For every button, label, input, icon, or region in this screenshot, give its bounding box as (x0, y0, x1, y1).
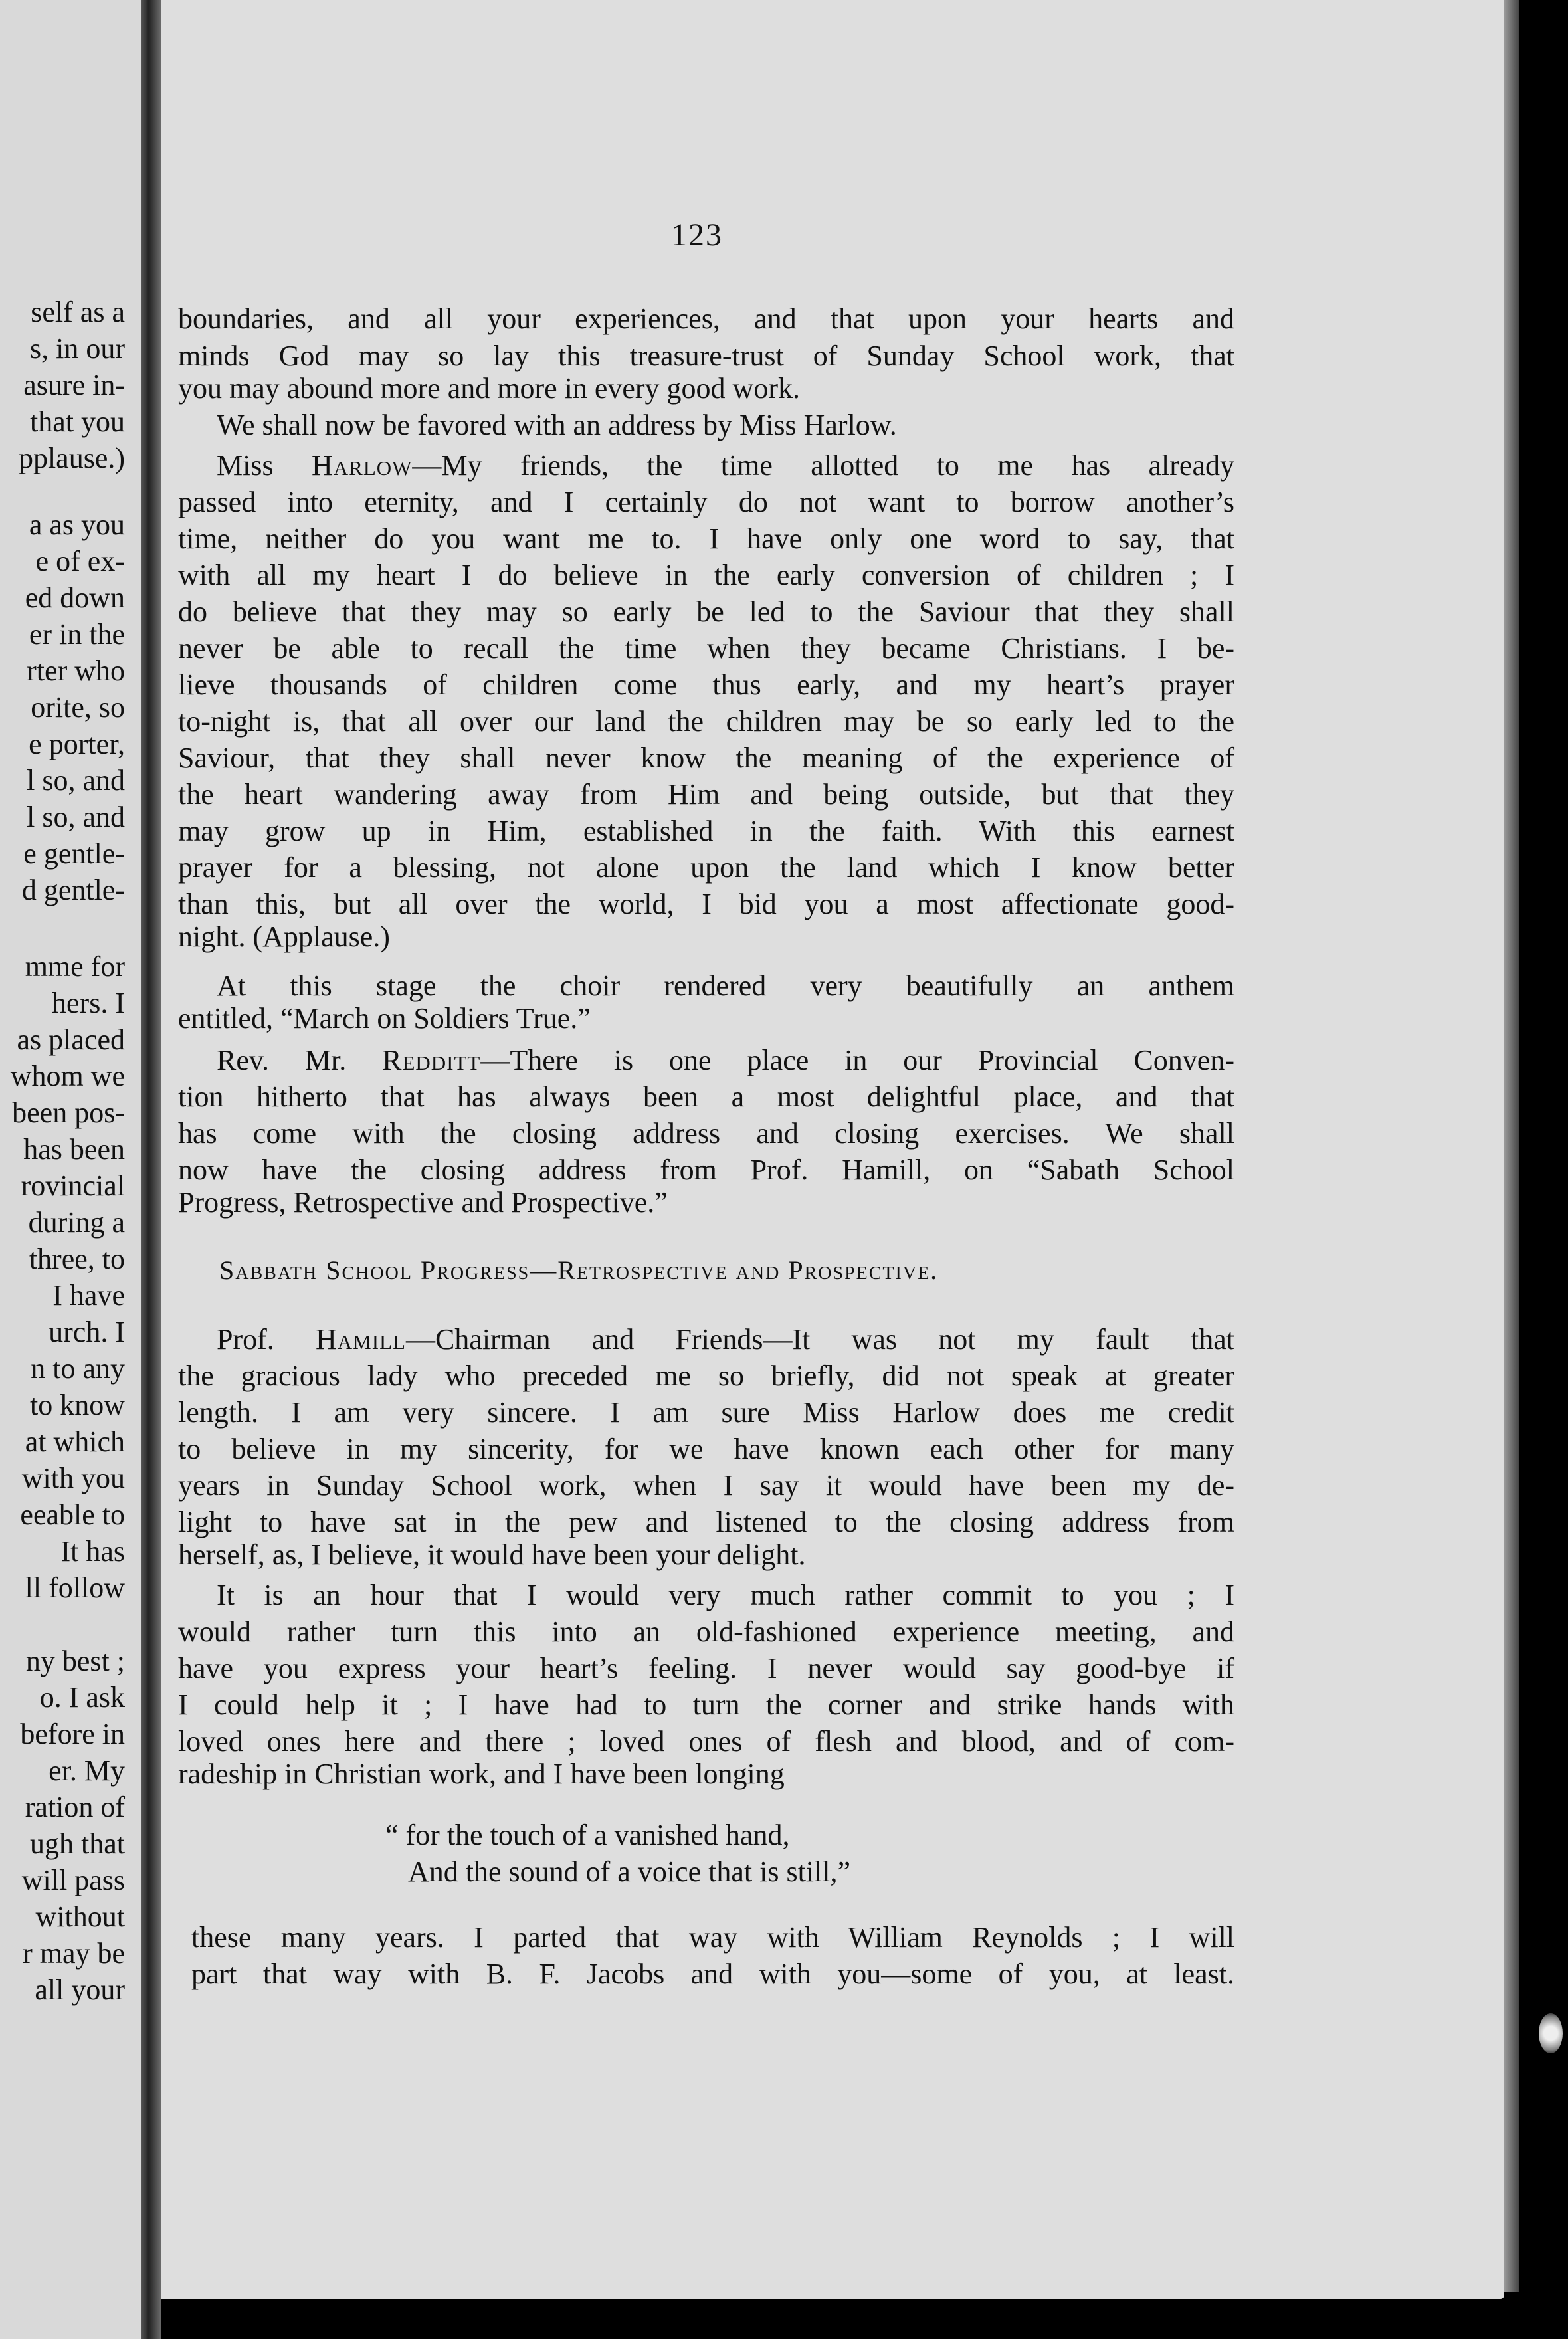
speaker-name: Harlow (312, 449, 413, 482)
left-page-text-fragment: e of ex- (35, 545, 125, 577)
left-page-text-fragment: d gentle- (21, 874, 125, 906)
left-page-text-fragment: s, in our (30, 332, 125, 365)
left-page-text-fragment: rovincial (21, 1170, 125, 1202)
text-line: has come with the closing address and closing exercises. We shall (178, 1117, 1234, 1150)
left-page-text-fragment: ration of (25, 1791, 125, 1823)
text-line: have you express your heart’s feeling. I never would say good-bye if (178, 1652, 1234, 1684)
text-line: And the sound of a voice that is still,” (408, 1855, 850, 1888)
left-page-text-fragment: It has (60, 1535, 125, 1568)
left-page-text-fragment: er. My (49, 1754, 125, 1787)
left-page-fragment (0, 0, 141, 2339)
speaker-name: Hamill (316, 1323, 406, 1356)
text-line: Rev. Mr. Redditt—There is one place in our Provincial Conven- (217, 1044, 1234, 1076)
left-page-text-fragment: a as you (29, 508, 125, 541)
left-page-text-fragment: e gentle- (23, 837, 125, 870)
left-page-text-fragment: three, to (29, 1243, 125, 1275)
text-line: Progress, Retrospective and Prospective.” (178, 1186, 668, 1219)
left-page-text-fragment: with you (21, 1462, 125, 1494)
text-line: lieve thousands of children come thus early, and my heart’s prayer (178, 668, 1234, 701)
left-page-text-fragment: rter who (27, 655, 125, 687)
text-line: light to have sat in the pew and listened to the closing address from (178, 1506, 1234, 1538)
text-line: entitled, “March on Soldiers True.” (178, 1002, 591, 1035)
text-line: minds God may so lay this treasure-trust of Sunday School work, that (178, 340, 1234, 372)
text-line: prayer for a blessing, not alone upon the land which I know better (178, 851, 1234, 884)
book-gutter (141, 0, 161, 2339)
left-page-text-fragment: to know (30, 1389, 125, 1421)
section-heading: Sabbath School Progress—Retrospective and Prospective. (219, 1255, 939, 1285)
left-page-text-fragment: will pass (21, 1864, 125, 1896)
left-page-text-fragment: l so, and (27, 764, 125, 797)
text-line: boundaries, and all your experiences, and that upon your hearts and (178, 302, 1234, 335)
left-page-text-fragment: l so, and (27, 801, 125, 833)
text-line: to-night is, that all over our land the children may be so early led to the (178, 705, 1234, 738)
left-page-text-fragment: pplause.) (18, 442, 125, 474)
left-page-text-fragment: been pos- (12, 1096, 125, 1129)
text-line: We shall now be favored with an address by Miss Harlow. (217, 409, 897, 441)
text-line: At this stage the choir rendered very beautifully an anthem (217, 969, 1234, 1002)
text-line: Saviour, that they shall never know the meaning of the experience of (178, 742, 1234, 774)
text-line: “ for the touch of a vanished hand, (385, 1819, 790, 1851)
left-page-text-fragment: I have (52, 1279, 125, 1312)
left-page-text-fragment: eeable to (20, 1498, 125, 1531)
left-page-text-fragment: as placed (17, 1023, 125, 1056)
text-line: loved ones here and there ; loved ones of flesh and blood, and of com- (178, 1725, 1234, 1758)
left-page-text-fragment: ny best ; (25, 1645, 125, 1677)
left-page-text-fragment: at which (25, 1425, 125, 1458)
text-line: Prof. Hamill—Chairman and Friends—It was not my fault that (217, 1323, 1234, 1356)
text-line: than this, but all over the world, I bid you a most affectionate good- (178, 888, 1234, 920)
left-page-text-fragment: whom we (10, 1060, 125, 1092)
text-line: I could help it ; I have had to turn the corner and strike hands with (178, 1688, 1234, 1721)
text-line: with all my heart I do believe in the early conversion of children ; I (178, 559, 1234, 591)
left-page-text-fragment: e porter, (29, 728, 125, 760)
text-line: radeship in Christian work, and I have been longing (178, 1758, 785, 1790)
text-line: passed into eternity, and I certainly do not want to borrow another’s (178, 486, 1234, 518)
text-line: part that way with B. F. Jacobs and with you—some of you, at least. (191, 1958, 1234, 1990)
text-line: never be able to recall the time when they became Christians. I be- (178, 632, 1234, 664)
text-line: the heart wandering away from Him and being outside, but that they (178, 778, 1234, 811)
left-page-text-fragment: hers. I (52, 987, 125, 1019)
left-page-text-fragment: orite, so (31, 691, 125, 724)
text-line: the gracious lady who preceded me so briefly, did not speak at greater (178, 1360, 1234, 1392)
left-page-text-fragment: has been (23, 1133, 125, 1166)
left-page-text-fragment: that you (30, 405, 125, 438)
text-line: It is an hour that I would very much rather commit to you ; I (217, 1579, 1234, 1611)
text-line: now have the closing address from Prof. Hamill, on “Sabath School (178, 1154, 1234, 1186)
text-line: night. (Applause.) (178, 920, 390, 953)
text-line: would rather turn this into an old-fashioned experience meeting, and (178, 1615, 1234, 1648)
left-page-text-fragment: without (35, 1900, 125, 1933)
left-page-text-fragment: urch. I (49, 1316, 125, 1348)
text-line: Miss Harlow—My friends, the time allotted to me has already (217, 449, 1234, 482)
left-page-text-fragment: ed down (25, 581, 125, 614)
text-line: years in Sunday School work, when I say it would have been my de- (178, 1469, 1234, 1502)
left-page-text-fragment: er in the (29, 618, 125, 651)
speaker-name: Redditt (382, 1044, 481, 1076)
scan-blemish (1539, 2013, 1563, 2053)
left-page-text-fragment: before in (20, 1718, 125, 1750)
left-page-text-fragment: self as a (31, 296, 125, 328)
left-page-text-fragment: all your (35, 1974, 125, 2006)
text-line: you may abound more and more in every good work. (178, 372, 800, 405)
text-line: length. I am very sincere. I am sure Miss Harlow does me credit (178, 1396, 1234, 1429)
left-page-text-fragment: r may be (23, 1937, 125, 1970)
left-page-text-fragment: ugh that (30, 1827, 125, 1860)
left-page-text-fragment: during a (28, 1206, 125, 1239)
left-page-text-fragment: n to any (31, 1352, 125, 1385)
text-line: may grow up in Him, established in the faith. With this earnest (178, 815, 1234, 847)
left-page-text-fragment: o. I ask (39, 1681, 125, 1714)
text-line: tion hitherto that has always been a most delightful place, and that (178, 1080, 1234, 1113)
text-line: these many years. I parted that way with William Reynolds ; I will (191, 1921, 1234, 1954)
left-page-text-fragment: asure in- (23, 369, 125, 401)
page-edge (1504, 0, 1519, 2292)
text-line: to believe in my sincerity, for we have known each other for many (178, 1433, 1234, 1465)
text-line: herself, as, I believe, it would have been your delight. (178, 1538, 806, 1571)
left-page-text-fragment: mme for (25, 950, 125, 983)
page-number: 123 (671, 217, 723, 253)
left-page-text-fragment: ll follow (25, 1572, 125, 1604)
text-line: time, neither do you want me to. I have only one word to say, that (178, 522, 1234, 555)
text-line: do believe that they may so early be led to the Saviour that they shall (178, 595, 1234, 628)
